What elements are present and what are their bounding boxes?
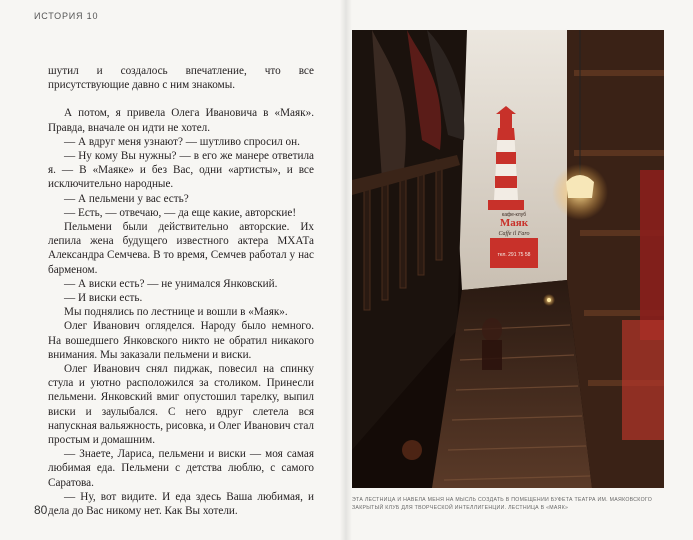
paragraph: Мы поднялись по лестнице и вошли в «Маяк». — [64, 306, 288, 319]
paragraph: — Есть, — отвечаю, — да еще какие, авторские! — [64, 206, 297, 219]
staircase-photo — [352, 30, 664, 488]
lamp — [566, 175, 594, 198]
paragraph: Олег Иванович снял пиджак, повесил на спинку стула и уютно расположился за столиком. Принесли пельмени. Янковский вмиг опустошил тарелку, выпил виски и заулыбался. С него вдруг слетела вся напускная вальяжность, рисовка, и Олег Иванович стал простым и домашним. — [48, 363, 314, 447]
paragraph: — А пельмени у вас есть? — [64, 192, 189, 205]
paragraph: А потом, я привела Олега Ивановича в «Маяк». Правда, вначале он идти не хотел. — [48, 107, 314, 134]
page-number: 80 — [34, 503, 48, 517]
sign-subtitle: Caffe il Faro — [498, 231, 530, 237]
sign-phone: тел. 291 75 58 — [497, 252, 531, 258]
book-gutter — [340, 0, 352, 540]
paragraph: — Ну кому Вы нужны? — в его же манере ответила я. — В «Маяке» и без Вас, одни «артисты», и все исключительно народные. — [48, 150, 314, 191]
sign-small: кафе-клуб — [501, 212, 527, 218]
paragraph: Олег Иванович огляделся. Народу было немного. На вошедшего Янковского никто не обратил никакого внимания. Мы заказали пельмени и виски. — [48, 320, 314, 361]
paragraph: Пельмени были действительно авторские. Их лепила жена будущего известного актера МХАТа Александра Семчева. В то время, Семчев работал у нас барменом. — [48, 221, 314, 276]
running-head: ИСТОРИЯ 10 — [34, 11, 99, 21]
paragraph: — Знаете, Лариса, пельмени и виски — моя самая любимая еда. Пельмени с детства люблю, с самого Саратова. — [48, 448, 314, 489]
sign-title: Маяк — [499, 217, 529, 229]
paragraph: — А виски есть? — не унимался Янковский. — [64, 277, 278, 290]
photo-caption: ЭТА ЛЕСТНИЦА И НАВЕЛА МЕНЯ НА МЫСЛЬ СОЗДАТЬ В ПОМЕЩЕНИИ БУФЕТА ТЕАТРА ИМ. МАЯКОВСКОГО ЗАКРЫТЫЙ КЛУБ ДЛЯ ТВОРЧЕСКОЙ ИНТЕЛЛИГЕНЦИИ. ЛЕСТНИЦА В «МАЯК» — [352, 497, 653, 511]
paragraph: — И виски есть. — [64, 292, 143, 305]
paragraph: — А вдруг меня узнают? — шутливо спросил он. — [64, 135, 300, 148]
body-text — [48, 64, 314, 518]
paragraph: — Ну, вот видите. И еда здесь Ваша любимая, и дела до Вас никому нет. Как Вы хотели. — [48, 490, 314, 518]
paragraph: шутил и создалось впечатление, что все присутствующие давно с ним знакомы. — [48, 65, 314, 92]
